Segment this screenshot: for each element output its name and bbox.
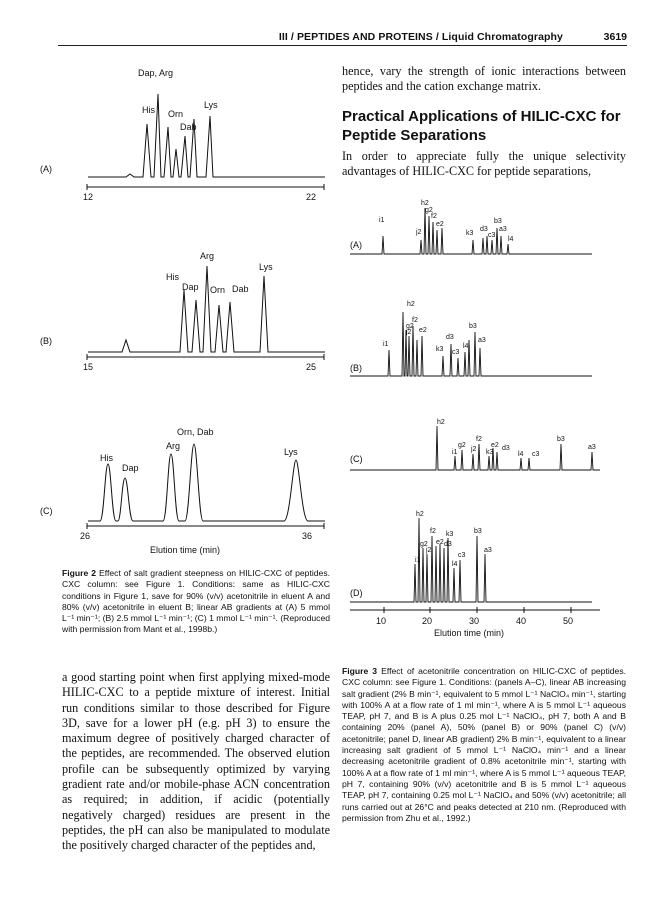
fig3-a-peak-label: g2: [425, 207, 433, 214]
fig2-xlabel: Elution time (min): [150, 545, 221, 555]
fig2-b-peak-label: Dab: [232, 284, 249, 294]
running-header: [0, 0, 668, 50]
fig3-a-panel-label: (A): [350, 240, 362, 250]
fig3-d-peak-label: g2: [420, 541, 428, 548]
fig3-b-peak-label: e2: [419, 327, 427, 334]
fig3-c-peak-label: i1: [452, 449, 458, 456]
fig2-c-peak-label: Arg: [166, 441, 181, 451]
fig3-d-panel-label: (D): [350, 588, 363, 598]
fig3-d-peak-label: b3: [474, 528, 482, 535]
fig3-c-peak-label: b3: [557, 436, 565, 443]
fig3-d-peak-label: h2: [416, 511, 424, 518]
fig3-tick-label: 10: [376, 616, 387, 626]
fig3-c-peak-label: f2: [476, 436, 482, 443]
fig2-b-peak-label: Dap: [182, 282, 199, 292]
fig3-c-peak-label: d3: [502, 445, 510, 452]
section-heading: Practical Applications of HILIC-CXC for Peptide Separations: [342, 108, 621, 144]
fig3-d-peak-label: e2: [436, 539, 444, 546]
page-number: 3619: [603, 31, 627, 43]
fig2-a-peak-label: His: [142, 105, 155, 115]
fig3-a-peak-label: b3: [494, 218, 502, 225]
fig2-a-peak-label: Lys: [204, 100, 218, 110]
fig3-d-peak-label: f2: [430, 528, 436, 535]
fig2-a-peak-label: Dap, Arg: [138, 68, 174, 78]
fig2-b-axis-start: 15: [83, 362, 94, 372]
body-paragraph-left: a good starting point when first applying mixed-mode HILIC-CXC to a peptide mixture of interest. Initial run conditions similar to those described for Figure 3D, save for a lower pH (e.g. pH 3) to ensure the maximum degree of positively charged character of the peptides, are recommended. The observed elution profile can be subsequently optimized by varying gradient rate and/or mobile-phase ACN concentration as required; in addition, if acidic (potentially negatively charged) residues are present in the peptides, the pH can also be manipulated to modulate the positively charged character of the peptides and,: [62, 670, 330, 853]
fig3-b-peak-label: d3: [446, 334, 454, 341]
fig3-a-peak-label: a3: [499, 226, 507, 233]
fig3-d-peak-label: c3: [458, 552, 466, 559]
fig3-panel-c: [342, 416, 632, 476]
fig3-d-peak-label: j2: [426, 547, 432, 554]
fig2-b-peak-label: Orn: [210, 285, 226, 295]
fig2-c-peak-label: His: [100, 453, 113, 463]
fig3-c-panel-label: (C): [350, 454, 363, 464]
fig3-a-peak-label: f2: [431, 213, 437, 220]
fig3-tick-label: 40: [516, 616, 527, 626]
fig3-b-peak-label: f2: [412, 317, 418, 324]
fig3-caption-label: Figure 3: [342, 666, 378, 676]
fig2-panel-b: [40, 246, 330, 376]
fig3-b-peak-label: k3: [436, 346, 444, 353]
fig3-b-peak-label: a3: [478, 337, 486, 344]
fig2-a-peak-label: Orn: [168, 109, 184, 119]
fig2-panel-a: [40, 64, 330, 204]
fig3-c-peak-label: l4: [518, 451, 524, 458]
fig3-caption: [342, 666, 626, 824]
fig3-tick-label: 30: [469, 616, 480, 626]
fig3-b-peak-label: c3: [452, 349, 460, 356]
fig3-d-trace: [350, 518, 592, 602]
fig2-a-peak-label: Dab: [180, 122, 197, 132]
fig3-d-peak-label: d3: [444, 541, 452, 548]
fig2-a-axis-end: 22: [306, 192, 317, 202]
fig2-c-panel-label: (C): [40, 506, 53, 516]
fig2-caption-text: Effect of salt gradient steepness on HILIC-CXC of peptides. CXC column: see Figure 1. Conditions: same as HILIC-CXC conditions in Figure 1, save for 90% (v/v) acetonitrile in eluent A and 80% (v/v) acetonitrile in eluent B; linear AB gradients at (A) 5 mmol L⁻¹ min⁻¹; (B) 2.5 mmol L⁻¹ min⁻¹; (C) 1 mmol L⁻¹ min⁻¹. (Reproduced with permission from Mant et al., 1998b.): [62, 568, 331, 635]
running-title: III / PEPTIDES AND PROTEINS / Liquid Chromatography: [278, 31, 563, 43]
fig3-c-peak-label: h2: [437, 419, 445, 426]
fig2-b-peak-label: Lys: [259, 262, 273, 272]
fig3-d-peak-label: l4: [452, 561, 458, 568]
fig3-a-peak-label: c3: [488, 232, 496, 239]
fig2-caption: [62, 568, 330, 636]
fig3-a-peak-label: d3: [480, 226, 488, 233]
fig3-panel-b: [342, 296, 632, 386]
fig3-panel-a: [342, 196, 632, 256]
fig3-d-peak-label: a3: [484, 547, 492, 554]
fig3-c-peak-label: g2: [458, 442, 466, 449]
fig3-b-peak-label: i1: [383, 341, 389, 348]
fig3-c-peak-label: c3: [532, 451, 540, 458]
fig3-b-panel-label: (B): [350, 363, 362, 373]
fig2-caption-label: Figure 2: [62, 568, 97, 578]
fig3-a-peak-label: i1: [379, 217, 385, 224]
fig3-c-peak-label: e2: [491, 442, 499, 449]
fig3-b-peak-label: g2: [406, 323, 414, 330]
fig2-c-peak-label: Dap: [122, 463, 139, 473]
fig2-c-peak-label: Orn, Dab: [177, 427, 214, 437]
fig3-tick-label: 50: [563, 616, 574, 626]
fig3-a-peak-label: e2: [436, 221, 444, 228]
fig3-panel-d: [342, 506, 632, 646]
fig2-b-axis-end: 25: [306, 362, 317, 372]
fig3-xlabel: Elution time (min): [434, 628, 505, 638]
fig2-c-peak-label: Lys: [284, 447, 298, 457]
fig2-panel-c: [40, 424, 330, 556]
fig2-a-axis-start: 12: [83, 192, 94, 202]
fig3-a-peak-label: l4: [508, 236, 514, 243]
fig3-b-peak-label: l4: [463, 343, 469, 350]
fig3-c-peak-label: a3: [588, 444, 596, 451]
fig3-a-peak-label: j2: [416, 229, 422, 236]
fig2-c-axis-start: 26: [80, 531, 91, 541]
fig3-a-peak-label: h2: [421, 200, 429, 207]
section-intro: In order to appreciate fully the unique selectivity advantages of HILIC-CXC for peptide separations,: [342, 149, 626, 179]
fig2-a-panel-label: (A): [40, 164, 52, 174]
fig3-tick-label: 20: [422, 616, 433, 626]
fig2-b-trace: [88, 266, 325, 352]
fig3-a-peak-label: k3: [466, 230, 474, 237]
fig3-c-peak-label: k3: [486, 449, 494, 456]
fig2-b-peak-label: Arg: [200, 251, 215, 261]
fig2-c-axis-end: 36: [302, 531, 313, 541]
header-rule: [58, 45, 627, 46]
fig3-b-peak-label: b3: [469, 323, 477, 330]
fig3-caption-text: Effect of acetonitrile concentration on HILIC-CXC of peptides. CXC column: see Figure 1. Conditions: (panels A–C), linear AB increasing salt gradient (2% B min⁻¹, equivalent to 5 mmol L⁻¹ NaClO₄ min⁻¹, starting with 100% A at a flow rate of 1 ml min⁻¹, where A is 5 mmol L⁻¹ aqueous TEAP, pH 7, and B is A plus 0.25 mol L⁻¹ NaClO₄, pH 7, both A and B containing 20% (panel A), 50% (panel B) or 90% (panel C) (v/v) acetonitrile; panel D, linear AB gradient) 2% B min⁻¹, equivalent to a linear increasing salt gradient of 5 mmol L⁻¹ NaClO₄ min⁻¹ and a linear decreasing acetonitrile gradient of 0.8% acetonitrile min⁻¹, starting with 100% A at a flow rate of 1 ml min⁻¹, where A is 5 mmol L⁻¹ aqueous TEAP, pH 7, containing 90% (v/v) acetonitrile and B is 5 mmol L⁻¹ aqueous TEAP, pH 7, containing 0.25 mol L⁻¹ NaClO₄ and 50% (v/v) acetonitrile; all runs carried out at 26°C and peaks detected at 210 nm. (Reproduced with permission from Zhu et al., 1992.): [342, 666, 626, 823]
fig2-b-peak-label: His: [166, 272, 179, 282]
fig3-c-peak-label: j2: [471, 446, 477, 453]
body-paragraph-right-top: hence, vary the strength of ionic interactions between peptides and the cation exchange matrix.: [342, 64, 626, 94]
fig3-b-peak-label: h2: [407, 301, 415, 308]
fig2-b-panel-label: (B): [40, 336, 52, 346]
fig3-b-peak-label: j2: [406, 329, 412, 336]
fig3-d-peak-label: k3: [446, 531, 454, 538]
fig3-d-peak-label: i1: [415, 557, 421, 564]
